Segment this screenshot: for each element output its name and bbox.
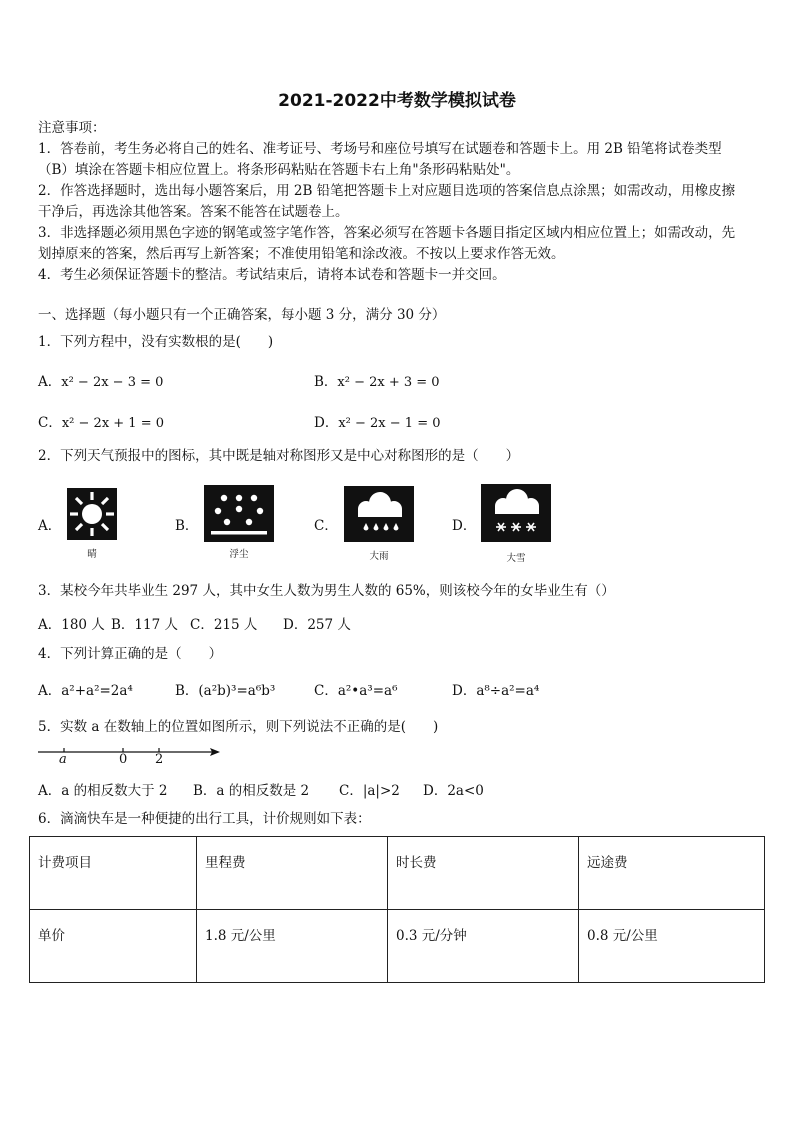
fare-table (29, 836, 765, 983)
notice-line: 4．考生必须保证答题卡的整洁。考试结束后，请将本试卷和答题卡一并交回。 (38, 267, 506, 283)
question-1-stem: 1．下列方程中，没有实数根的是( ) (38, 334, 274, 350)
notice-line: 3．非选择题必须用黑色字迹的钢笔或签字笔作答，答案必须写在答题卡各题目指定区域内相应位置上；如需改动，先 (38, 225, 736, 241)
table-cell: 1.8 元/公里 (197, 910, 388, 983)
q2-option-d-label: D． (452, 518, 477, 534)
section-heading: 一、选择题（每小题只有一个正确答案，每小题 3 分，满分 30 分） (38, 307, 446, 323)
notice-line: 划掉原来的答案，然后再写上新答案；不准使用铅笔和涂改液。不按以上要求作答无效。 (38, 246, 565, 262)
q2-option-d-caption: 大雪 (506, 553, 526, 564)
q3-option-b: B．117 人 (111, 617, 178, 633)
table-header-row (30, 837, 765, 910)
q5-option-b: B．a 的相反数是 2 (193, 783, 310, 799)
q2-option-c-caption: 大雨 (369, 551, 389, 562)
q4-option-a: A．a²+a²=2a⁴ (38, 683, 133, 699)
q4-option-b: B．(a²b)³=a⁶b³ (175, 683, 276, 699)
table-row (30, 910, 765, 983)
heavy-rain-icon (344, 486, 414, 546)
q3-option-a: A．180 人 (38, 617, 105, 633)
question-2-stem: 2．下列天气预报中的图标，其中既是轴对称图形又是中心对称图形的是（ ） (38, 448, 520, 464)
notice-line: 干净后，再选涂其他答案。答案不能答在试题卷上。 (38, 204, 349, 220)
q1-option-c: C．x² − 2x + 1 = 0 (38, 415, 165, 431)
table-cell: 0.3 元/分钟 (388, 910, 579, 983)
table-cell: 0.8 元/公里 (579, 910, 765, 983)
question-3-stem: 3．某校今年共毕业生 297 人，其中女生人数为男生人数的 65%，则该校今年的女毕业生有（） (38, 583, 615, 599)
q1-option-b: B．x² − 2x + 3 = 0 (314, 374, 440, 390)
q2-option-b-label: B． (175, 518, 199, 534)
q5-option-a: A．a 的相反数大于 2 (38, 783, 168, 799)
q2-option-c-label: C． (314, 518, 338, 534)
axis-tick-2-label: 2 (155, 752, 164, 767)
table-cell: 计费项目 (30, 837, 197, 910)
sun-icon (67, 488, 117, 544)
q2-option-a-caption: 晴 (87, 549, 97, 560)
heavy-snow-icon (481, 484, 551, 546)
q2-option-b-caption: 浮尘 (229, 549, 249, 560)
q1-option-d: D．x² − 2x − 1 = 0 (314, 415, 441, 431)
q4-option-c: C．a²•a³=a⁶ (314, 683, 398, 699)
q3-option-d: D．257 人 (283, 617, 351, 633)
axis-point-a-label: a (59, 752, 67, 767)
q5-option-c: C．|a|>2 (339, 783, 400, 799)
axis-tick-0-label: 0 (119, 752, 128, 767)
q1-option-a: A．x² − 2x − 3 = 0 (38, 374, 164, 390)
notice-line: （B）填涂在答题卡相应位置上。将条形码粘贴在答题卡右上角"条形码粘贴处"。 (38, 162, 520, 178)
notice-heading: 注意事项： (38, 120, 106, 136)
notice-line: 2．作答选择题时，选出每小题答案后，用 2B 铅笔把答题卡上对应题目选项的答案信息点涂黑；如需改动，用橡皮擦 (38, 183, 736, 199)
q4-option-d: D．a⁸÷a²=a⁴ (452, 683, 540, 699)
question-4-stem: 4．下列计算正确的是（ ） (38, 646, 223, 662)
table-cell: 里程费 (197, 837, 388, 910)
table-cell: 时长费 (388, 837, 579, 910)
q2-option-a-label: A． (38, 518, 62, 534)
notice-line: 1．答卷前，考生务必将自己的姓名、准考证号、考场号和座位号填写在试题卷和答题卡上。用 2B 铅笔将试卷类型 (38, 141, 722, 157)
table-cell: 单价 (30, 910, 197, 983)
table-cell: 远途费 (579, 837, 765, 910)
question-6-stem: 6．滴滴快车是一种便捷的出行工具，计价规则如下表： (38, 811, 371, 827)
dust-icon (204, 485, 274, 546)
page-title: 2021-2022中考数学模拟试卷 (278, 91, 516, 111)
question-5-stem: 5．实数 a 在数轴上的位置如图所示，则下列说法不正确的是( ) (38, 719, 439, 735)
q3-option-c: C．215 人 (190, 617, 258, 633)
q5-option-d: D．2a<0 (423, 783, 484, 799)
